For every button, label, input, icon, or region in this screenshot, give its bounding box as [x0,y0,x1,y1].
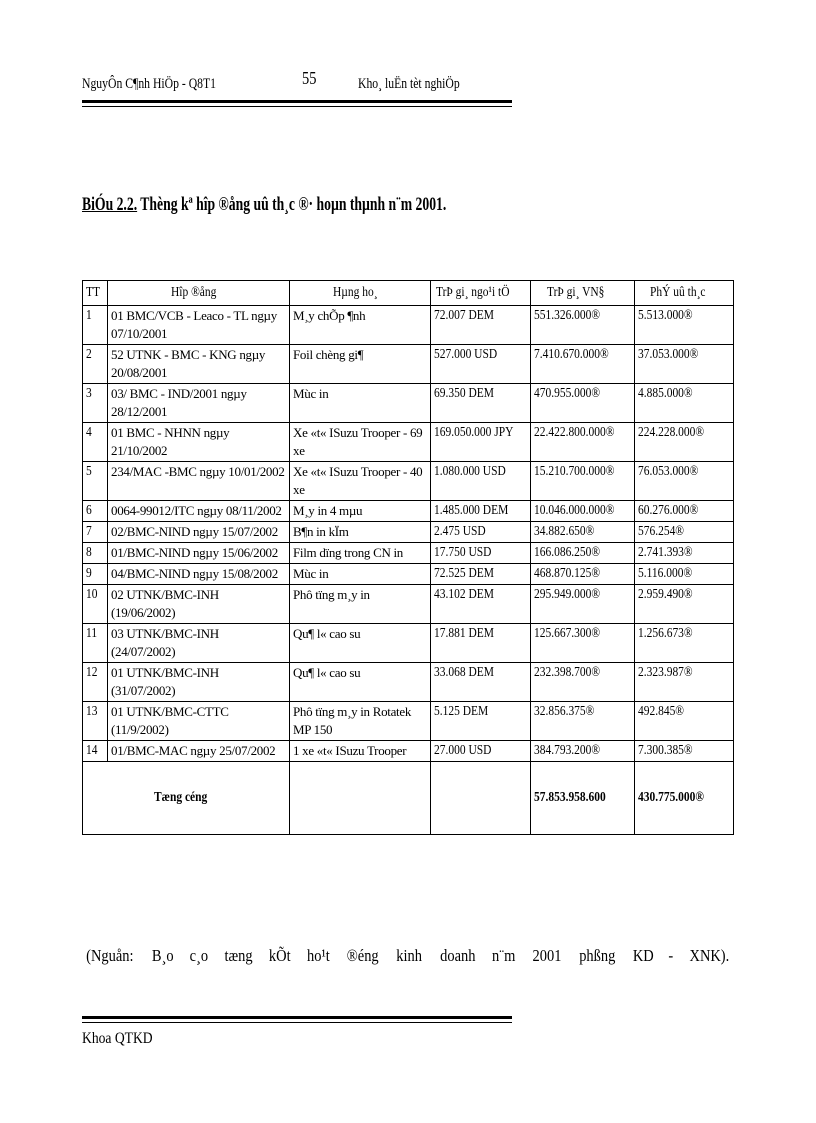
total-label: Tæng céng [153,790,207,805]
footer-rule-thin [82,1022,512,1023]
table-cell [531,462,635,501]
cell-text: M¸y chÕp ¶nh [293,308,366,323]
source-word: c¸o [189,946,208,965]
cell-text: 02 UTNK/BMC-INH (19/06/2002) [111,587,219,620]
table-cell [108,345,290,384]
column-header [290,281,431,306]
cell-text: 13 [86,704,98,719]
table-row [83,624,734,663]
table-cell [431,345,531,384]
cell-text: 72.007 DEM [434,308,494,323]
cell-text: B¶n in kÏm [293,524,349,539]
table-cell [108,585,290,624]
cell-text: 576.254® [638,524,685,539]
table-cell [431,624,531,663]
cell-text: Mùc in [293,566,329,581]
table-cell [290,624,431,663]
table-row [83,585,734,624]
cell-text: 60.276.000® [638,503,699,518]
cell-text: 527.000 USD [434,347,498,362]
cell-text: 52 UTNK - BMC - KNG ngµy 20/08/2001 [111,347,266,380]
table-cell [531,522,635,543]
table-cell [108,543,290,564]
cell-text: 17.881 DEM [434,626,494,641]
cell-text: 34.882.650® [534,524,595,539]
source-word: tæng [224,946,253,965]
total-fee: 430.775.000® [638,790,704,805]
total-label-cell [83,762,290,835]
cell-text: Xe «t« ISuzu Trooper - 40 xe [293,464,423,497]
header-doc-title: Kho¸ luËn tèt nghiÖp [358,76,460,92]
footer-text: Khoa QTKD [82,1030,153,1047]
cell-text: 3 [86,386,92,401]
table-cell [83,585,108,624]
total-empty-cell [431,762,531,835]
cell-text: 125.667.300® [534,626,601,641]
cell-text: 5.116.000® [638,566,693,581]
header-author: NguyÔn C¶nh HiÖp - Q8T1 [82,76,217,92]
source-word: kinh [396,946,422,965]
table-cell [635,543,734,564]
table-cell [83,543,108,564]
cell-text: 12 [86,665,98,680]
table-cell [108,306,290,345]
table-cell [531,702,635,741]
table-cell [635,741,734,762]
table-row [83,543,734,564]
cell-text: 4 [86,425,92,440]
contracts-table [82,280,734,835]
column-header-label: TrÞ gi¸ ngo¹i tÖ [435,285,510,300]
table-cell [108,423,290,462]
cell-text: 37.053.000® [638,347,699,362]
cell-text: 8 [86,545,92,560]
column-header [83,281,108,306]
table-cell [83,522,108,543]
table-cell [108,702,290,741]
table-cell [531,663,635,702]
cell-text: 1 [86,308,92,323]
source-word: 2001 [532,946,562,965]
table-cell [531,585,635,624]
cell-text: 15.210.700.000® [534,464,615,479]
cell-text: 9 [86,566,92,581]
cell-text: 01/BMC-NIND ngµy 15/06/2002 [111,545,278,560]
table-title [82,194,446,216]
table-cell [108,624,290,663]
cell-text: 17.750 USD [434,545,492,560]
cell-text: 69.350 DEM [434,386,494,401]
table-cell [431,462,531,501]
column-header-label: PhÝ uû th¸c [650,285,706,300]
cell-text: 7 [86,524,92,539]
table-cell [290,462,431,501]
table-cell [431,663,531,702]
table-cell [108,462,290,501]
table-cell [531,564,635,585]
table-cell [635,702,734,741]
cell-text: 232.398.700® [534,665,601,680]
header-rule-thick [82,100,512,103]
table-cell [531,345,635,384]
cell-text: 551.326.000® [534,308,601,323]
column-header [531,281,635,306]
table-cell [83,501,108,522]
header-rule-thin [82,106,512,107]
total-row [83,762,734,835]
table-cell [108,384,290,423]
table-cell [290,663,431,702]
cell-text: 6 [86,503,92,518]
table-cell [635,522,734,543]
table-cell [108,522,290,543]
table-cell [431,543,531,564]
cell-text: 2 [86,347,92,362]
total-vnd-cell [531,762,635,835]
cell-text: 1.256.673® [638,626,693,641]
table-cell [531,306,635,345]
cell-text: 295.949.000® [534,587,601,602]
table-cell [83,564,108,585]
cell-text: 01 UTNK/BMC-CTTC (11/9/2002) [111,704,229,737]
cell-text: 7.410.670.000® [534,347,609,362]
table-cell [290,543,431,564]
cell-text: 2.323.987® [638,665,693,680]
table-row [83,501,734,522]
table-cell [290,423,431,462]
cell-text: 470.955.000® [534,386,601,401]
cell-text: Xe «t« ISuzu Trooper - 69 xe [293,425,423,458]
table-cell [531,741,635,762]
table-cell [83,345,108,384]
source-word: KD [633,946,654,965]
cell-text: 1.485.000 DEM [434,503,509,518]
table-row [83,423,734,462]
table-cell [83,462,108,501]
table-cell [290,501,431,522]
table-cell [290,306,431,345]
table-cell [431,306,531,345]
cell-text: 7.300.385® [638,743,693,758]
source-word: phßng [579,946,616,965]
table-cell [431,564,531,585]
table-cell [290,564,431,585]
table-cell [431,522,531,543]
table-cell [108,741,290,762]
cell-text: 10.046.000.000® [534,503,615,518]
cell-text: 03/ BMC - IND/2001 ngµy 28/12/2001 [111,386,247,419]
cell-text: 01/BMC-MAC ngµy 25/07/2002 [111,743,276,758]
source-word: n¨m [492,946,516,965]
cell-text: 468.870.125® [534,566,601,581]
cell-text: 5 [86,464,92,479]
table-cell [531,543,635,564]
cell-text: Film dïng trong CN in [293,545,403,560]
cell-text: 76.053.000® [638,464,699,479]
cell-text: 1.080.000 USD [434,464,506,479]
table-cell [635,384,734,423]
table-cell [290,345,431,384]
table-cell [531,384,635,423]
table-cell [83,306,108,345]
table-cell [290,585,431,624]
table-cell [108,501,290,522]
table-cell [108,564,290,585]
column-header [431,281,531,306]
column-header [635,281,734,306]
table-cell [83,624,108,663]
total-empty-cell [290,762,431,835]
table-cell [635,345,734,384]
cell-text: 234/MAC -BMC ngµy 10/01/2002 [111,464,285,479]
cell-text: 224.228.000® [638,425,705,440]
source-word: (Nguån: [86,946,134,965]
table-cell [431,384,531,423]
table-cell [635,585,734,624]
source-word: ®éng [347,946,379,965]
table-row [83,462,734,501]
table-cell [290,702,431,741]
cell-text: Phô tïng m¸y in [293,587,370,602]
cell-text: Mùc in [293,386,329,401]
table-cell [635,624,734,663]
column-header-label: Hµng ho¸ [332,285,378,300]
cell-text: 43.102 DEM [434,587,494,602]
table-cell [83,702,108,741]
cell-text: 1 xe «t« ISuzu Trooper [293,743,407,758]
cell-text: 02/BMC-NIND ngµy 15/07/2002 [111,524,278,539]
table-row [83,741,734,762]
cell-text: 04/BMC-NIND ngµy 15/08/2002 [111,566,278,581]
cell-text: Foil chèng gi¶ [293,347,364,362]
cell-text: 0064-99012/ITC ngµy 08/11/2002 [111,503,282,518]
table-cell [83,663,108,702]
cell-text: 01 BMC/VCB - Leaco - TL ngµy 07/10/2001 [111,308,277,341]
source-word: - [668,946,674,965]
table-cell [635,423,734,462]
cell-text: 166.086.250® [534,545,601,560]
column-header-label: TT [86,285,101,300]
table-cell [290,522,431,543]
cell-text: 33.068 DEM [434,665,494,680]
table-row [83,663,734,702]
table-cell [83,423,108,462]
cell-text: 384.793.200® [534,743,601,758]
source-word: doanh [439,946,475,965]
cell-text: 01 UTNK/BMC-INH (31/07/2002) [111,665,219,698]
cell-text: 27.000 USD [434,743,492,758]
cell-text: Phô tïng m¸y in Rotatek MP 150 [293,704,412,737]
cell-text: 2.475 USD [434,524,486,539]
footer-rule-thick [82,1016,512,1019]
table-cell [83,741,108,762]
table-cell [635,306,734,345]
column-header [108,281,290,306]
page-number: 55 [302,68,317,88]
table-row [83,306,734,345]
table-row [83,522,734,543]
column-header-label: Hîp ®ång [170,285,217,300]
table-cell [635,462,734,501]
table-cell [83,384,108,423]
cell-text: 11 [86,626,98,641]
cell-text: 01 BMC - NHNN ngµy 21/10/2002 [111,425,230,458]
total-vnd: 57.853.958.600 [534,790,606,805]
cell-text: 03 UTNK/BMC-INH (24/07/2002) [111,626,219,659]
source-word: ho¹t [307,946,330,965]
table-row [83,345,734,384]
cell-text: 2.741.393® [638,545,693,560]
cell-text: 22.422.800.000® [534,425,615,440]
table-title-text: Thèng kª hîp ®ång uû th¸c ®· hoµn thµnh n¨m 2001. [137,194,447,215]
table-cell [290,741,431,762]
table-cell [635,564,734,585]
total-fee-cell [635,762,734,835]
source-word: kÕt [269,946,291,965]
source-word: XNK). [689,946,730,965]
column-header-label: TrÞ gi¸ VN§ [547,285,605,300]
table-cell [531,423,635,462]
table-row [83,564,734,585]
cell-text: 32.856.375® [534,704,595,719]
table-cell [431,702,531,741]
cell-text: 169.050.000 JPY [434,425,514,440]
source-note [82,946,733,966]
cell-text: 5.513.000® [638,308,693,323]
cell-text: Qu¶ l« cao su [293,626,361,641]
cell-text: 14 [86,743,98,758]
table-cell [531,501,635,522]
cell-text: 492.845® [638,704,685,719]
table-header-row [83,281,734,306]
table-cell [635,663,734,702]
table-cell [108,663,290,702]
cell-text: 2.959.490® [638,587,693,602]
table-cell [431,501,531,522]
source-word: B¸o [151,946,174,965]
table-row [83,384,734,423]
cell-text: 4.885.000® [638,386,693,401]
table-title-label: BiÓu 2.2. [82,194,138,215]
cell-text: 10 [86,587,98,602]
cell-text: Qu¶ l« cao su [293,665,361,680]
table-cell [431,423,531,462]
table-cell [531,624,635,663]
table-row [83,702,734,741]
cell-text: 72.525 DEM [434,566,494,581]
table-cell [431,741,531,762]
table-cell [431,585,531,624]
table-cell [635,501,734,522]
table-cell [290,384,431,423]
cell-text: M¸y in 4 mµu [293,503,363,518]
page-header [82,66,512,96]
cell-text: 5.125 DEM [434,704,489,719]
